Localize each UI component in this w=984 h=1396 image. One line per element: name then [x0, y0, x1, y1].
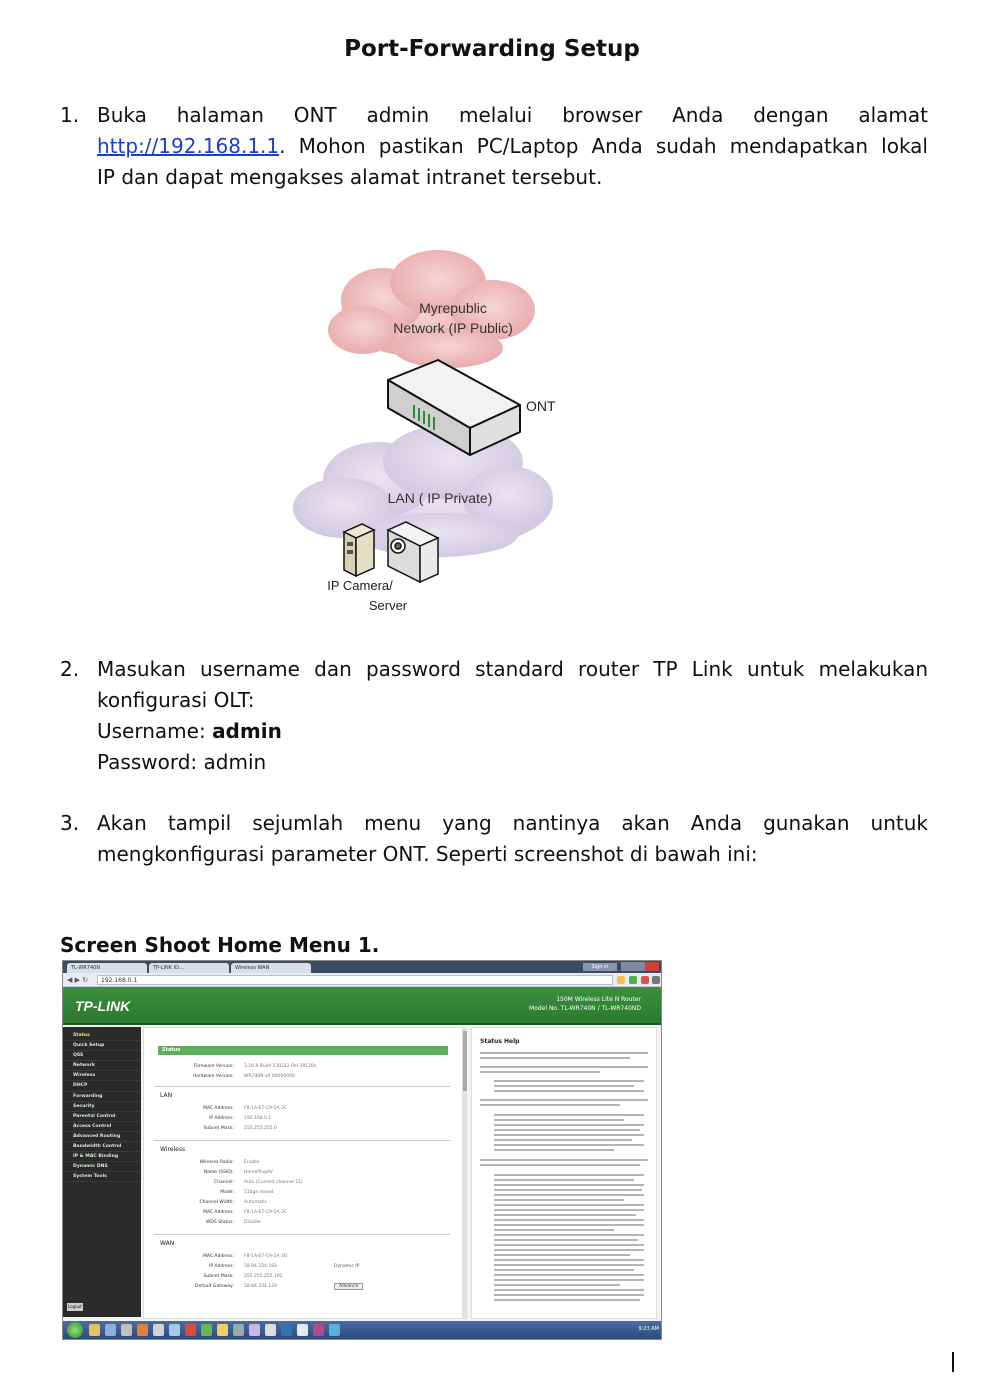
status-title-bar: Status	[158, 1046, 448, 1055]
help-text-line	[494, 1254, 630, 1256]
app-icon[interactable]	[153, 1324, 164, 1336]
wireless-wds-label: WDS Status:	[205, 1220, 234, 1225]
help-text-line	[494, 1090, 644, 1092]
wireless-mode-value: 11bgn mixed	[244, 1190, 274, 1195]
status-content-panel	[143, 1027, 463, 1319]
step-2	[60, 654, 928, 778]
help-text-line	[494, 1284, 620, 1286]
help-text-line	[494, 1080, 644, 1082]
wan-ip-value: 58.84.234.183	[244, 1264, 277, 1269]
help-text-line	[480, 1071, 600, 1073]
help-text-line	[480, 1057, 630, 1059]
app-icon[interactable]	[329, 1324, 340, 1336]
device-label-1: IP Camera/	[327, 578, 393, 593]
wireless-radio-label: Wireless Radio:	[199, 1160, 234, 1165]
help-text-line	[494, 1149, 614, 1151]
sign-in-button[interactable]: Sign in	[583, 963, 617, 971]
help-text-line	[494, 1279, 644, 1281]
help-text-line	[480, 1052, 648, 1054]
help-text-line	[494, 1269, 634, 1271]
content-scrollbar[interactable]	[463, 1027, 467, 1319]
back-forward-icon[interactable]: ◀ ▶ ↻	[67, 976, 89, 984]
browser-tab-2[interactable]: TP-LINK ID...	[149, 963, 229, 973]
wan-gateway-label: Default Gateway:	[195, 1284, 234, 1289]
menu-item-wireless[interactable]: Wireless	[63, 1071, 141, 1081]
menu-item-parental-control[interactable]: Parental Control	[63, 1112, 141, 1122]
help-text-line	[494, 1194, 644, 1196]
menu-item-forwarding[interactable]: Forwarding	[63, 1092, 141, 1102]
help-text-line	[494, 1219, 644, 1221]
help-title: Status Help	[480, 1038, 520, 1045]
menu-item-system-tools[interactable]: System Tools	[63, 1172, 141, 1182]
wan-mac-label: MAC Address:	[203, 1254, 234, 1259]
firmware-value: 3.16.9 Build 130322 Rel.38120n	[244, 1064, 317, 1069]
menu-item-bandwidth-control[interactable]: Bandwidth Control	[63, 1142, 141, 1152]
help-text-line	[494, 1259, 644, 1261]
help-text-line	[494, 1264, 644, 1266]
app-icon[interactable]	[185, 1324, 196, 1336]
taskbar-clock: 9:23 AM	[638, 1326, 659, 1332]
router-model-line-1: 150M Wireless Lite N Router	[556, 996, 641, 1003]
help-text-line	[494, 1229, 614, 1231]
wireless-ssid-label: Name (SSID):	[203, 1170, 234, 1175]
adblock-icon[interactable]	[641, 976, 649, 984]
server-icon	[344, 524, 374, 576]
router-address-link[interactable]: http://192.168.1.1	[97, 134, 280, 158]
lan-section-title: LAN	[160, 1092, 173, 1099]
menu-item-dhcp[interactable]: DHCP	[63, 1081, 141, 1091]
app-icon[interactable]	[297, 1324, 308, 1336]
step-2-line-1: Masukan username dan password standard router TP Link untuk melakukan	[97, 657, 928, 681]
lan-mask-value: 255.255.255.0	[244, 1126, 277, 1131]
app-icon[interactable]	[121, 1324, 132, 1336]
lan-ip-value: 192.168.0.1	[244, 1116, 272, 1121]
help-text-line	[494, 1274, 644, 1276]
step-1-line-1: Buka halaman ONT admin melalui browser Anda dengan alamat	[97, 103, 928, 127]
menu-item-qss[interactable]: QSS	[63, 1051, 141, 1061]
hardware-label: Hardware Version:	[192, 1074, 234, 1079]
help-text-line	[494, 1239, 638, 1241]
password-label: Password:	[97, 750, 204, 774]
step-2-line-2: konfigurasi OLT:	[97, 688, 255, 712]
step-3-number: 3.	[60, 811, 80, 835]
wan-mac-value: F8-1A-67-C9-1A-3D	[244, 1254, 288, 1259]
wan-mask-label: Subnet Mask:	[203, 1274, 234, 1279]
document-title: Port-Forwarding Setup	[344, 36, 640, 62]
wireless-radio-value: Enable	[244, 1160, 260, 1165]
help-text-line	[494, 1204, 644, 1206]
wireless-ssid-value: HomePlugAV	[244, 1170, 273, 1175]
menu-item-ip-mac-binding[interactable]: IP & MAC Binding	[63, 1152, 141, 1162]
help-text-line	[494, 1174, 644, 1176]
chrome-icon[interactable]	[217, 1324, 228, 1336]
lan-mask-label: Subnet Mask:	[203, 1126, 234, 1131]
firmware-label: Firmware Version:	[193, 1064, 234, 1069]
app-icon[interactable]	[249, 1324, 260, 1336]
help-text-line	[494, 1085, 634, 1087]
wan-mask-value: 255.255.255.192	[244, 1274, 283, 1279]
router-model-line-2: Model No. TL-WR740N / TL-WR740ND	[529, 1005, 641, 1012]
page-edge-mark	[952, 1352, 954, 1372]
help-text-line	[480, 1159, 648, 1161]
tplink-logo: TP-LINK	[75, 998, 131, 1014]
menu-item-access-control[interactable]: Access Control	[63, 1122, 141, 1132]
help-text-line	[494, 1144, 644, 1146]
help-text-line	[494, 1129, 640, 1131]
star-icon[interactable]	[617, 976, 625, 984]
help-text-line	[494, 1294, 644, 1296]
menu-item-network[interactable]: Network	[63, 1061, 141, 1071]
step-1-number: 1.	[60, 103, 80, 127]
lan-mac-value: F8-1A-67-C9-1A-3C	[244, 1106, 287, 1111]
menu-item-quick-setup[interactable]: Quick Setup	[63, 1041, 141, 1051]
wireless-mac-value: F8-1A-67-C9-1A-3C	[244, 1210, 287, 1215]
router-sidebar-menu	[63, 1027, 141, 1317]
help-text-line	[494, 1184, 644, 1186]
url-input[interactable]: 192.168.0.1	[97, 975, 613, 985]
divider	[154, 1086, 450, 1087]
help-text-line	[494, 1119, 624, 1121]
help-text-line	[494, 1124, 644, 1126]
step-2-number: 2.	[60, 657, 80, 681]
wan-gateway-value: 58.84.234.129	[244, 1284, 277, 1289]
close-icon[interactable]	[645, 962, 659, 971]
lan-mac-label: MAC Address:	[203, 1106, 234, 1111]
app-icon[interactable]	[201, 1324, 212, 1336]
help-text-line	[494, 1234, 644, 1236]
router-model	[529, 995, 641, 1013]
step-1-line-3: IP dan dapat mengakses alamat intranet tersebut.	[97, 165, 603, 189]
start-button-icon[interactable]	[67, 1322, 83, 1338]
help-text-line	[480, 1104, 620, 1106]
ont-label: ONT	[526, 398, 556, 414]
menu-item-status[interactable]: Status	[63, 1031, 141, 1041]
cloud-top-label-1: Myrepublic	[419, 300, 487, 316]
wireless-width-value: Automatic	[244, 1200, 268, 1205]
menu-item-dynamic-dns[interactable]: Dynamic DNS	[63, 1162, 141, 1172]
help-text-line	[494, 1209, 644, 1211]
help-text-line	[494, 1249, 644, 1251]
tplink-header	[63, 987, 661, 1025]
step-1	[60, 100, 928, 193]
logout-button[interactable]: Logout	[68, 1304, 82, 1309]
help-text-line	[494, 1214, 636, 1216]
help-text-line	[494, 1244, 644, 1246]
screenshot-caption: Screen Shoot Home Menu 1.	[60, 933, 380, 957]
lan-ip-label: IP Address:	[209, 1116, 234, 1121]
extension-icon[interactable]	[629, 976, 637, 984]
menu-item-advanced-routing[interactable]: Advanced Routing	[63, 1132, 141, 1142]
password-value: admin	[203, 750, 267, 774]
wireless-channel-value: Auto (Current channel 11)	[244, 1180, 303, 1185]
network-diagram	[288, 240, 558, 620]
cloud-top-label-2: Network (IP Public)	[393, 320, 513, 336]
divider	[154, 1140, 450, 1141]
divider	[154, 1234, 450, 1235]
app-icon[interactable]	[313, 1324, 324, 1336]
help-text-line	[494, 1134, 644, 1136]
scrollbar-thumb[interactable]	[463, 1031, 467, 1091]
help-text-line	[494, 1114, 644, 1116]
hardware-value: WR740N v4 00000000	[244, 1074, 295, 1079]
app-icon[interactable]	[233, 1324, 244, 1336]
wan-ip-label: IP Address:	[209, 1264, 234, 1269]
advance-button[interactable]: Advance	[334, 1283, 363, 1290]
router-admin-screenshot	[62, 960, 662, 1340]
app-icon[interactable]	[281, 1324, 292, 1336]
wireless-mode-label: Mode:	[220, 1190, 234, 1195]
wireless-wds-value: Disable	[244, 1220, 261, 1225]
wireless-mac-label: MAC Address:	[203, 1210, 234, 1215]
help-text-line	[480, 1164, 640, 1166]
username-label: Username:	[97, 719, 213, 743]
step-3-line-2: mengkonfigurasi parameter ONT. Seperti screenshot di bawah ini:	[97, 842, 758, 866]
browser-address-bar	[63, 973, 661, 987]
app-icon[interactable]	[105, 1324, 116, 1336]
help-text-line	[494, 1139, 632, 1141]
help-text-line	[480, 1066, 648, 1068]
app-icon[interactable]	[265, 1324, 276, 1336]
wireless-channel-label: Channel:	[214, 1180, 234, 1185]
help-text-line	[494, 1289, 644, 1291]
help-text-line	[494, 1199, 624, 1201]
app-icon[interactable]	[137, 1324, 148, 1336]
username-value: admin	[212, 719, 282, 743]
help-text-line	[494, 1299, 640, 1301]
folder-icon[interactable]	[89, 1324, 100, 1336]
wireless-section-title: Wireless	[160, 1146, 186, 1153]
status-help-panel	[471, 1027, 657, 1319]
window-controls[interactable]	[621, 962, 659, 971]
browser-tab-1[interactable]: TL-WR740N	[67, 963, 147, 973]
lan-label: LAN ( IP Private)	[387, 490, 493, 506]
help-text-line	[494, 1189, 642, 1191]
step-3-line-1: Akan tampil sejumlah menu yang nantinya akan Anda gunakan untuk	[97, 811, 928, 835]
browser-tab-bar	[63, 961, 661, 973]
device-label-2: Server	[368, 598, 408, 613]
step-3	[60, 808, 928, 870]
browser-tab-3[interactable]: Wireless WAN	[231, 963, 311, 973]
menu-icon[interactable]	[652, 976, 660, 984]
menu-item-security[interactable]: Security	[63, 1102, 141, 1112]
step-1-line-2: . Mohon pastikan PC/Laptop Anda sudah mendapatkan lokal	[279, 134, 928, 158]
help-text-line	[494, 1224, 644, 1226]
app-icon[interactable]	[169, 1324, 180, 1336]
help-text-line	[480, 1099, 648, 1101]
help-text-line	[494, 1179, 634, 1181]
wan-section-title: WAN	[160, 1240, 175, 1247]
wan-type: Dynamic IP	[334, 1264, 360, 1269]
wireless-width-label: Channel Width:	[199, 1200, 234, 1205]
windows-taskbar	[63, 1321, 662, 1339]
